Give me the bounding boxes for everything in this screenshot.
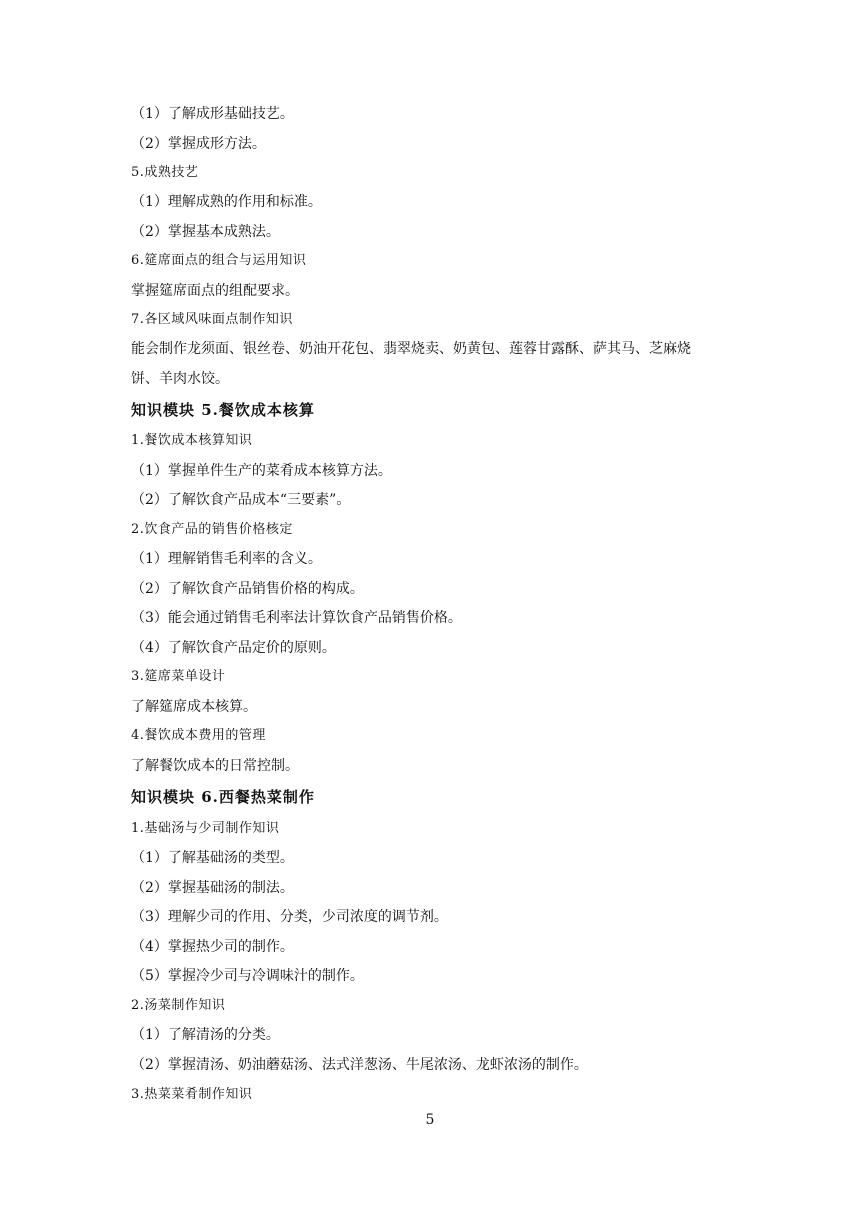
list-item: （1）掌握单件生产的菜肴成本核算方法。 bbox=[131, 463, 392, 479]
section-heading: 5.成熟技艺 bbox=[131, 165, 199, 180]
list-item: （2）了解饮食产品成本“三要素”。 bbox=[131, 492, 351, 508]
list-item: （4）了解饮食产品定价的原则。 bbox=[131, 640, 336, 656]
list-item: （1）了解成形基础技艺。 bbox=[131, 106, 294, 122]
paragraph-line: 了解筵席成本核算。 bbox=[131, 699, 257, 715]
page-number: 5 bbox=[425, 1112, 435, 1128]
list-item: （1）理解销售毛利率的含义。 bbox=[131, 551, 322, 567]
list-item: （2）掌握基本成熟法。 bbox=[131, 224, 280, 240]
paragraph-line: 饼、羊肉水饺。 bbox=[131, 371, 229, 387]
module-heading: 知识模块 5.餐饮成本核算 bbox=[131, 401, 315, 419]
section-heading: 2.汤菜制作知识 bbox=[131, 998, 226, 1013]
paragraph-line: 了解餐饮成本的日常控制。 bbox=[131, 758, 299, 774]
list-item: （3）理解少司的作用、分类，少司浓度的调节剂。 bbox=[131, 909, 448, 925]
paragraph-line: 掌握筵席面点的组配要求。 bbox=[131, 283, 299, 299]
list-item: （4）掌握热少司的制作。 bbox=[131, 939, 294, 955]
section-heading: 3.热菜菜肴制作知识 bbox=[131, 1087, 253, 1102]
list-item: （2）掌握成形方法。 bbox=[131, 136, 266, 152]
module-heading: 知识模块 6.西餐热菜制作 bbox=[131, 788, 315, 806]
section-heading: 6.筵席面点的组合与运用知识 bbox=[131, 253, 307, 268]
list-item: （5）掌握冷少司与冷调味汁的制作。 bbox=[131, 968, 364, 984]
list-item: （2）掌握基础汤的制法。 bbox=[131, 880, 294, 896]
list-item: （3）能会通过销售毛利率法计算饮食产品销售价格。 bbox=[131, 610, 462, 626]
section-heading: 2.饮食产品的销售价格核定 bbox=[131, 522, 293, 537]
list-item: （2）掌握清汤、奶油蘑菇汤、法式洋葱汤、牛尾浓汤、龙虾浓汤的制作。 bbox=[131, 1057, 588, 1073]
section-heading: 7.各区域风味面点制作知识 bbox=[131, 312, 293, 327]
list-item: （1）理解成熟的作用和标准。 bbox=[131, 194, 322, 210]
list-item: （1）了解基础汤的类型。 bbox=[131, 850, 294, 866]
section-heading: 3.筵席菜单设计 bbox=[131, 669, 226, 684]
list-item: （1）了解清汤的分类。 bbox=[131, 1027, 280, 1043]
paragraph-line: 能会制作龙须面、银丝卷、奶油开花包、翡翠烧卖、奶黄包、莲蓉甘露酥、萨其马、芝麻烧 bbox=[131, 341, 691, 357]
list-item: （2）了解饮食产品销售价格的构成。 bbox=[131, 581, 364, 597]
section-heading: 4.餐饮成本费用的管理 bbox=[131, 728, 266, 743]
section-heading: 1.基础汤与少司制作知识 bbox=[131, 821, 280, 836]
section-heading: 1.餐饮成本核算知识 bbox=[131, 433, 253, 448]
